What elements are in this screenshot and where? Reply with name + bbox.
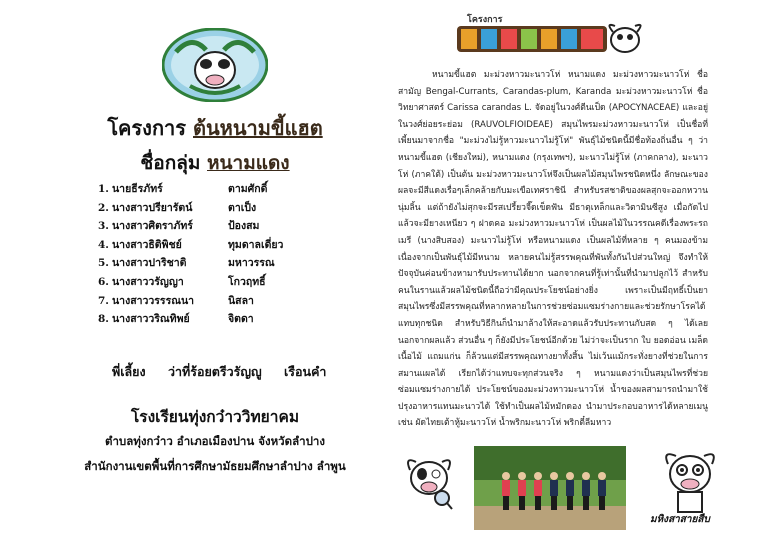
project-title <box>0 112 430 144</box>
mentor-surname: เรือนคำ <box>284 364 327 379</box>
school-address: ตำบลทุ่งกว๋าว อำเภอเมืองปาน จังหวัดลำปาง <box>105 434 325 448</box>
member-row <box>98 217 298 236</box>
education-office: สำนักงานเขตพื้นที่การศึกษามัธยมศึกษาลำปาง ลำพูน <box>84 459 346 473</box>
member-row <box>98 254 298 273</box>
mentor-name: ว่าที่ร้อยตรีวรัญญู <box>167 364 262 379</box>
member-first-name: นางสาววริณทิพย์ <box>112 313 190 326</box>
member-number: 2. <box>98 201 109 214</box>
member-last-name: นิสลา <box>228 294 254 307</box>
member-row <box>98 236 298 255</box>
article-body: หนามขี้แฮต มะม่วงหาวมะนาวโห่ หนามแดง มะม่วงหาวมะนาวโห่ ชื่อสามัญ Bengal-Currants, Carandas-plum, Karanda มะม่วงหาวมะนาวโห่ ชื่อวิทยาศาสตร์ Carissa carandas L. จัดอยู่ในวงศ์ตีนเป็ด (APOCYNACEAE) และอยู่ในวงศ์ย่อยระย่อม (RAUVOLFIOIDEAE) สมุนไพรมะม่วงหาวมะนาวโห่ เป็นชื่อที่เพี้ยนมาจากชื่อ "มะม่วงไม่รู้หาวมะนาวไม่รู้โห่" พันธุ์ไม้ชนิดนี้มีชื่อท้องถิ่นอื่น ๆ ว่า หนามขี้แฮด (เชียงใหม่), หนามแดง (กรุงเทพฯ), มะนาวไม่รู้โห่ (ภาคกลาง), มะนาวโห่ (ภาคใต้) เป็นต้น มะม่วงหาวมะนาวโห่จึงเป็นผลไม้สมุนไพรชนิดหนึ่ง ลักษณะของผลจะมีสีแดงเรื่อๆเล็กคล้ายกับมะเขือเทศราชินี สำหรับรสชาติของผลสุกจะออกหวานนุ่มลิ้น แต่ถ้ายังไม่สุกจะมีรสเปรี้ยวจี๊ดเข็ดฟัน มีธาตุเหล็กและวิตามินซีสูง เมื่อกัดไปแล้วจะมียางเหนียว ๆ ฝาดคอ มะม่วงหาวมะนาวโห่ เป็นผลไม้ในวรรณคดีเรื่องพระรถเมรี (นางสิบสอง) มะนาวไม่รู้โห่ หรือหนามแดง เป็นผลไม้ที่หลาย ๆ คนมองข้าม เนื่องจากเป็นพันธุ์ไม้มีหนาม หลายคนไม่รู้สรรพคุณที่พันทั้งกันไปส่วนใหญ่ จึงทำให้ปัจจุบันค่อนข้างหามารับประทานได้ยาก นอกจากคนที่รู้เท่านั้นที่นำมาปลูกไว้ สำหรับคนในรานแล้วผลไม้ชนิดนี้ถือว่ามีคุณประโยชน์อย่างยิ่ง เพราะเป็นมีฤทธิ์เป็นยาสมุนไพรซึ่งมีสรรพคุณที่หลากหลายในการช่วยซ่อมแซมร่างกายและช่วยรักษาโรคได้แทบทุกชนิด สำหรับวิธีกินก็นำมาล้างให้สะอาดแล้วรับประทานกับสด ๆ ได้เลย นอกจากผลแล้ว ส่วนอื่น ๆ ก็ยังมีประโยชน์อีกด้วย ไม่ว่าจะเป็นราก ใบ ยอดอ่อน เมล็ด เนื้อไม้ แถมแก่น ก็ล้วนแต่มีสรรพคุณทางยาทั้งสิ้น ไม่เว้นแม้กระทั่งยางที่ช่วยในการสมานแผลได้ เรียกได้ว่าแทบจะทุกส่วนจริง ๆ หนามแดงว่าเป็นสมุนไพรที่ช่วยซ่อมแซมร่างกายได้ ประโยชน์ของมะม่วงหาวมะนาวโห่ น้ำของผลสามารถนำมาใช้ปรุงอาหารแทนมะนาวได้ ใช้ทำเป็นผลไม้หมักดอง นำมาประกอบอาหารได้หลายเมนู เช่น ผัดไทยเต้าหู้มะนาวโห่ น้ำพริกมะนาวโห่ พริกตี๋ลีมหาว <box>398 70 708 429</box>
group-title <box>0 148 430 178</box>
member-row <box>98 273 298 292</box>
member-number: 4. <box>98 238 109 251</box>
member-number: 6. <box>98 275 109 288</box>
member-last-name: ทุมดาลเดี่ยว <box>228 238 284 251</box>
project-label: โครงการ <box>107 116 187 140</box>
buffalo-logo-icon <box>162 28 268 102</box>
member-number: 8. <box>98 313 109 326</box>
member-last-name: โกวฤทธิ์ <box>228 275 266 288</box>
member-last-name: มหาวรรณ <box>228 257 275 270</box>
group-photo <box>474 446 626 530</box>
left-panel <box>0 0 380 540</box>
member-first-name: นางสาววรรรณนา <box>112 294 195 307</box>
member-list <box>98 180 298 329</box>
member-first-name: นายธีรภัทร์ <box>112 183 163 195</box>
project-name: ต้นหนามขี้แฮต <box>193 116 323 140</box>
member-number: 1. <box>98 183 109 195</box>
member-first-name: นางสาวปรียารัตน์ <box>112 201 193 214</box>
member-row <box>98 310 298 329</box>
member-first-name: นางสาวศิตราภัทร์ <box>112 220 193 233</box>
mentor-label: พี่เลี้ยง <box>112 364 146 379</box>
member-row <box>98 292 298 311</box>
member-last-name: ตาเป็ง <box>228 201 257 214</box>
member-row <box>98 180 298 199</box>
member-last-name: ตามศักดิ์ <box>228 183 268 195</box>
buffalo-detective-icon <box>404 452 454 512</box>
footer-brand-text: มหิงสาสายสืบ <box>650 514 710 525</box>
school-name: โรงเรียนทุ่งกว๋าววิทยาคม <box>130 407 300 426</box>
member-number: 3. <box>98 220 109 233</box>
member-number: 5. <box>98 257 109 270</box>
brand-small-text: โครงการ <box>467 15 503 25</box>
group-label: ชื่อกลุ่ม <box>140 152 201 174</box>
member-number: 7. <box>98 294 109 307</box>
project-brand-logo-icon <box>455 12 645 57</box>
member-last-name: ป้องสม <box>228 220 260 233</box>
member-first-name: นางสาวธิติพิชย์ <box>112 238 182 251</box>
member-first-name: นางสาวปาริชาติ <box>112 257 187 270</box>
mentor-line <box>112 362 344 382</box>
member-row <box>98 199 298 218</box>
member-first-name: นางสาววรัญญา <box>112 275 184 288</box>
group-name: หนามแดง <box>207 152 290 174</box>
buffalo-mascot-icon <box>660 448 720 516</box>
member-last-name: จิตดา <box>228 313 254 326</box>
